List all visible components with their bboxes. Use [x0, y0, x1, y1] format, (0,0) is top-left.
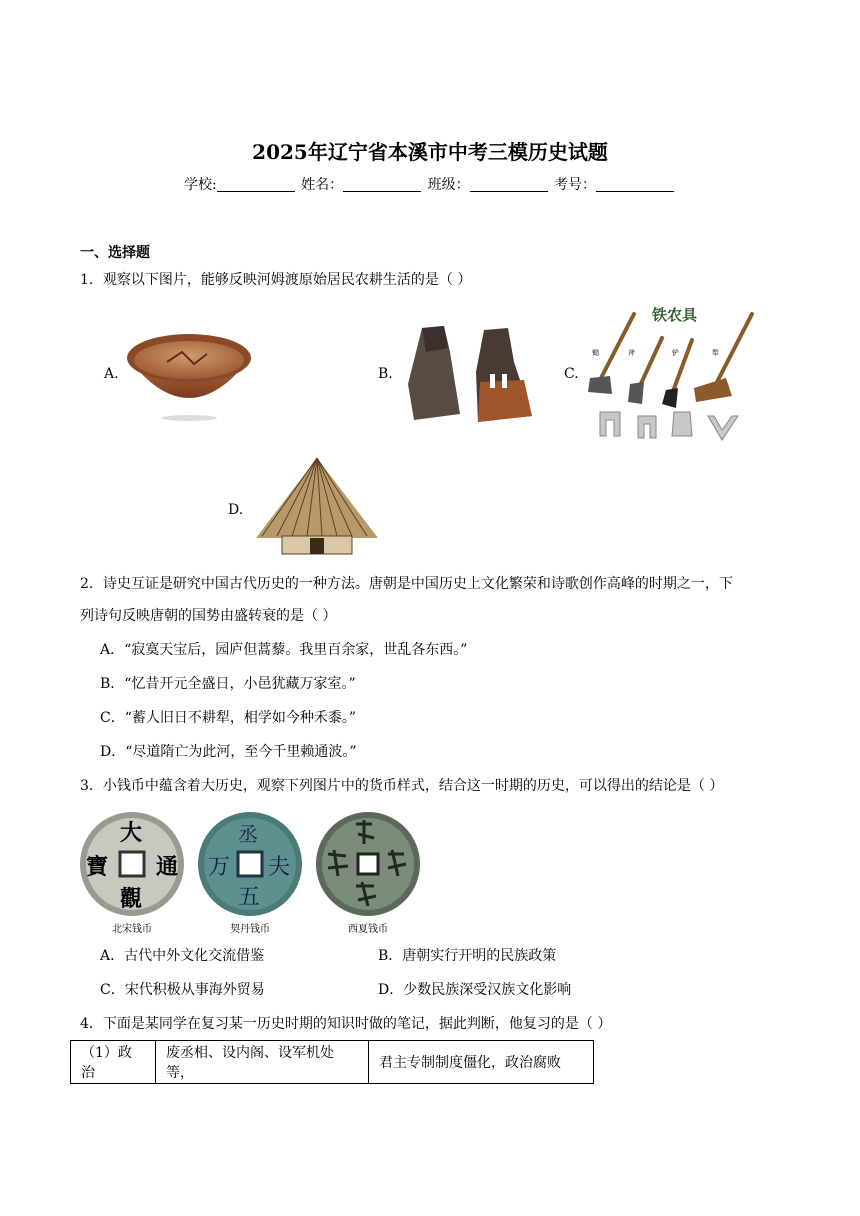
- coin1-char-top: 大: [120, 820, 143, 846]
- page-title: 2025年辽宁省本溪市中考三模历史试题: [252, 140, 608, 164]
- coin-northern-song: [76, 810, 188, 934]
- tool-label-axe: 斧: [628, 349, 635, 357]
- coin1-char-left: 寶: [86, 854, 109, 880]
- coin2-char-bottom: 五: [238, 885, 261, 910]
- coin-western-xia: [312, 810, 424, 934]
- bone-spade-image: [404, 322, 536, 426]
- coin2-char-left: 万: [208, 855, 231, 880]
- iron-tools-image: [586, 304, 762, 442]
- q3-option-d[interactable]: D．少数民族深受汉族文化影响: [378, 982, 572, 998]
- q1-option-c-label: C.: [564, 366, 579, 382]
- class-label: 班级：: [427, 177, 470, 193]
- q2-option-a[interactable]: A．“寂寞天宝后，园庐但蒿藜。我里百余家，世乱各东西。”: [100, 642, 468, 658]
- tool-label-hoe: 锄: [592, 349, 599, 357]
- q1-option-b-label: B.: [378, 366, 393, 382]
- coin1-char-right: 通: [156, 854, 179, 880]
- tool-label-shovel: 铲: [672, 349, 679, 357]
- coin2-char-right: 夫: [268, 855, 291, 880]
- tools-title: 铁农具: [652, 306, 698, 324]
- coin1-caption: 北宋钱币: [112, 924, 152, 935]
- coin1-char-bottom: 觀: [120, 886, 143, 912]
- coin-khitan: [194, 810, 306, 934]
- q3-option-c[interactable]: C．宋代积极从事海外贸易: [100, 982, 265, 998]
- question-2-line2: 列诗句反映唐朝的国势由盛转衰的是（ ）: [80, 608, 337, 624]
- q3-option-b[interactable]: B．唐朝实行开明的民族政策: [378, 948, 557, 964]
- student-info-line: [0, 174, 860, 194]
- class-blank[interactable]: [470, 177, 548, 192]
- q1-option-a-label: A.: [104, 366, 119, 382]
- number-blank[interactable]: [596, 177, 674, 192]
- coin3-caption: 西夏钱币: [348, 924, 388, 935]
- q2-option-b[interactable]: B．“忆昔开元全盛日，小邑犹藏万家室。”: [100, 676, 356, 692]
- coin2-caption: 契丹钱币: [230, 924, 270, 935]
- q2-option-d[interactable]: D．“尽道隋亡为此河，至今千里赖通波。”: [100, 744, 357, 760]
- school-label: 学校:: [183, 177, 217, 193]
- q3-option-a[interactable]: A．古代中外文化交流借鉴: [100, 948, 265, 964]
- pottery-bowl-image: [122, 328, 256, 422]
- school-blank[interactable]: [217, 177, 295, 192]
- table-cell-result: 君主专制制度僵化，政治腐败: [369, 1041, 594, 1084]
- number-label: 考号：: [554, 177, 597, 193]
- name-blank[interactable]: [343, 177, 421, 192]
- question-4-text: 4．下面是某同学在复习某一历史时期的知识时做的笔记，据此判断，他复习的是（ ）: [80, 1016, 612, 1032]
- section-title: 一、选择题: [80, 245, 150, 261]
- question-1-text: 1．观察以下图片，能够反映河姆渡原始居民农耕生活的是（ ）: [80, 272, 472, 288]
- table-cell-category: （1）政治: [71, 1041, 156, 1084]
- question-3-text: 3．小钱币中蕴含着大历史，观察下列图片中的货币样式，结合这一时期的历史，可以得出的结论是（ ）: [80, 778, 724, 794]
- thatched-hut-image: [252, 456, 382, 560]
- coin2-char-top: 丞: [238, 822, 258, 846]
- q2-option-c[interactable]: C．“蓄人旧日不耕犁，相学如今种禾黍。”: [100, 710, 357, 726]
- q1-option-d-label: D.: [228, 502, 244, 518]
- table-cell-content: 废丞相、设内阁、设军机处等，: [156, 1041, 369, 1084]
- question-2-line1: 2．诗史互证是研究中国古代历史的一种方法。唐朝是中国历史上文化繁荣和诗歌创作高峰的时期之一，下: [80, 576, 733, 592]
- table-row: [71, 1041, 594, 1084]
- tool-label-plow: 犁: [712, 349, 719, 357]
- notes-table: [70, 1040, 594, 1084]
- name-label: 姓名：: [301, 177, 344, 193]
